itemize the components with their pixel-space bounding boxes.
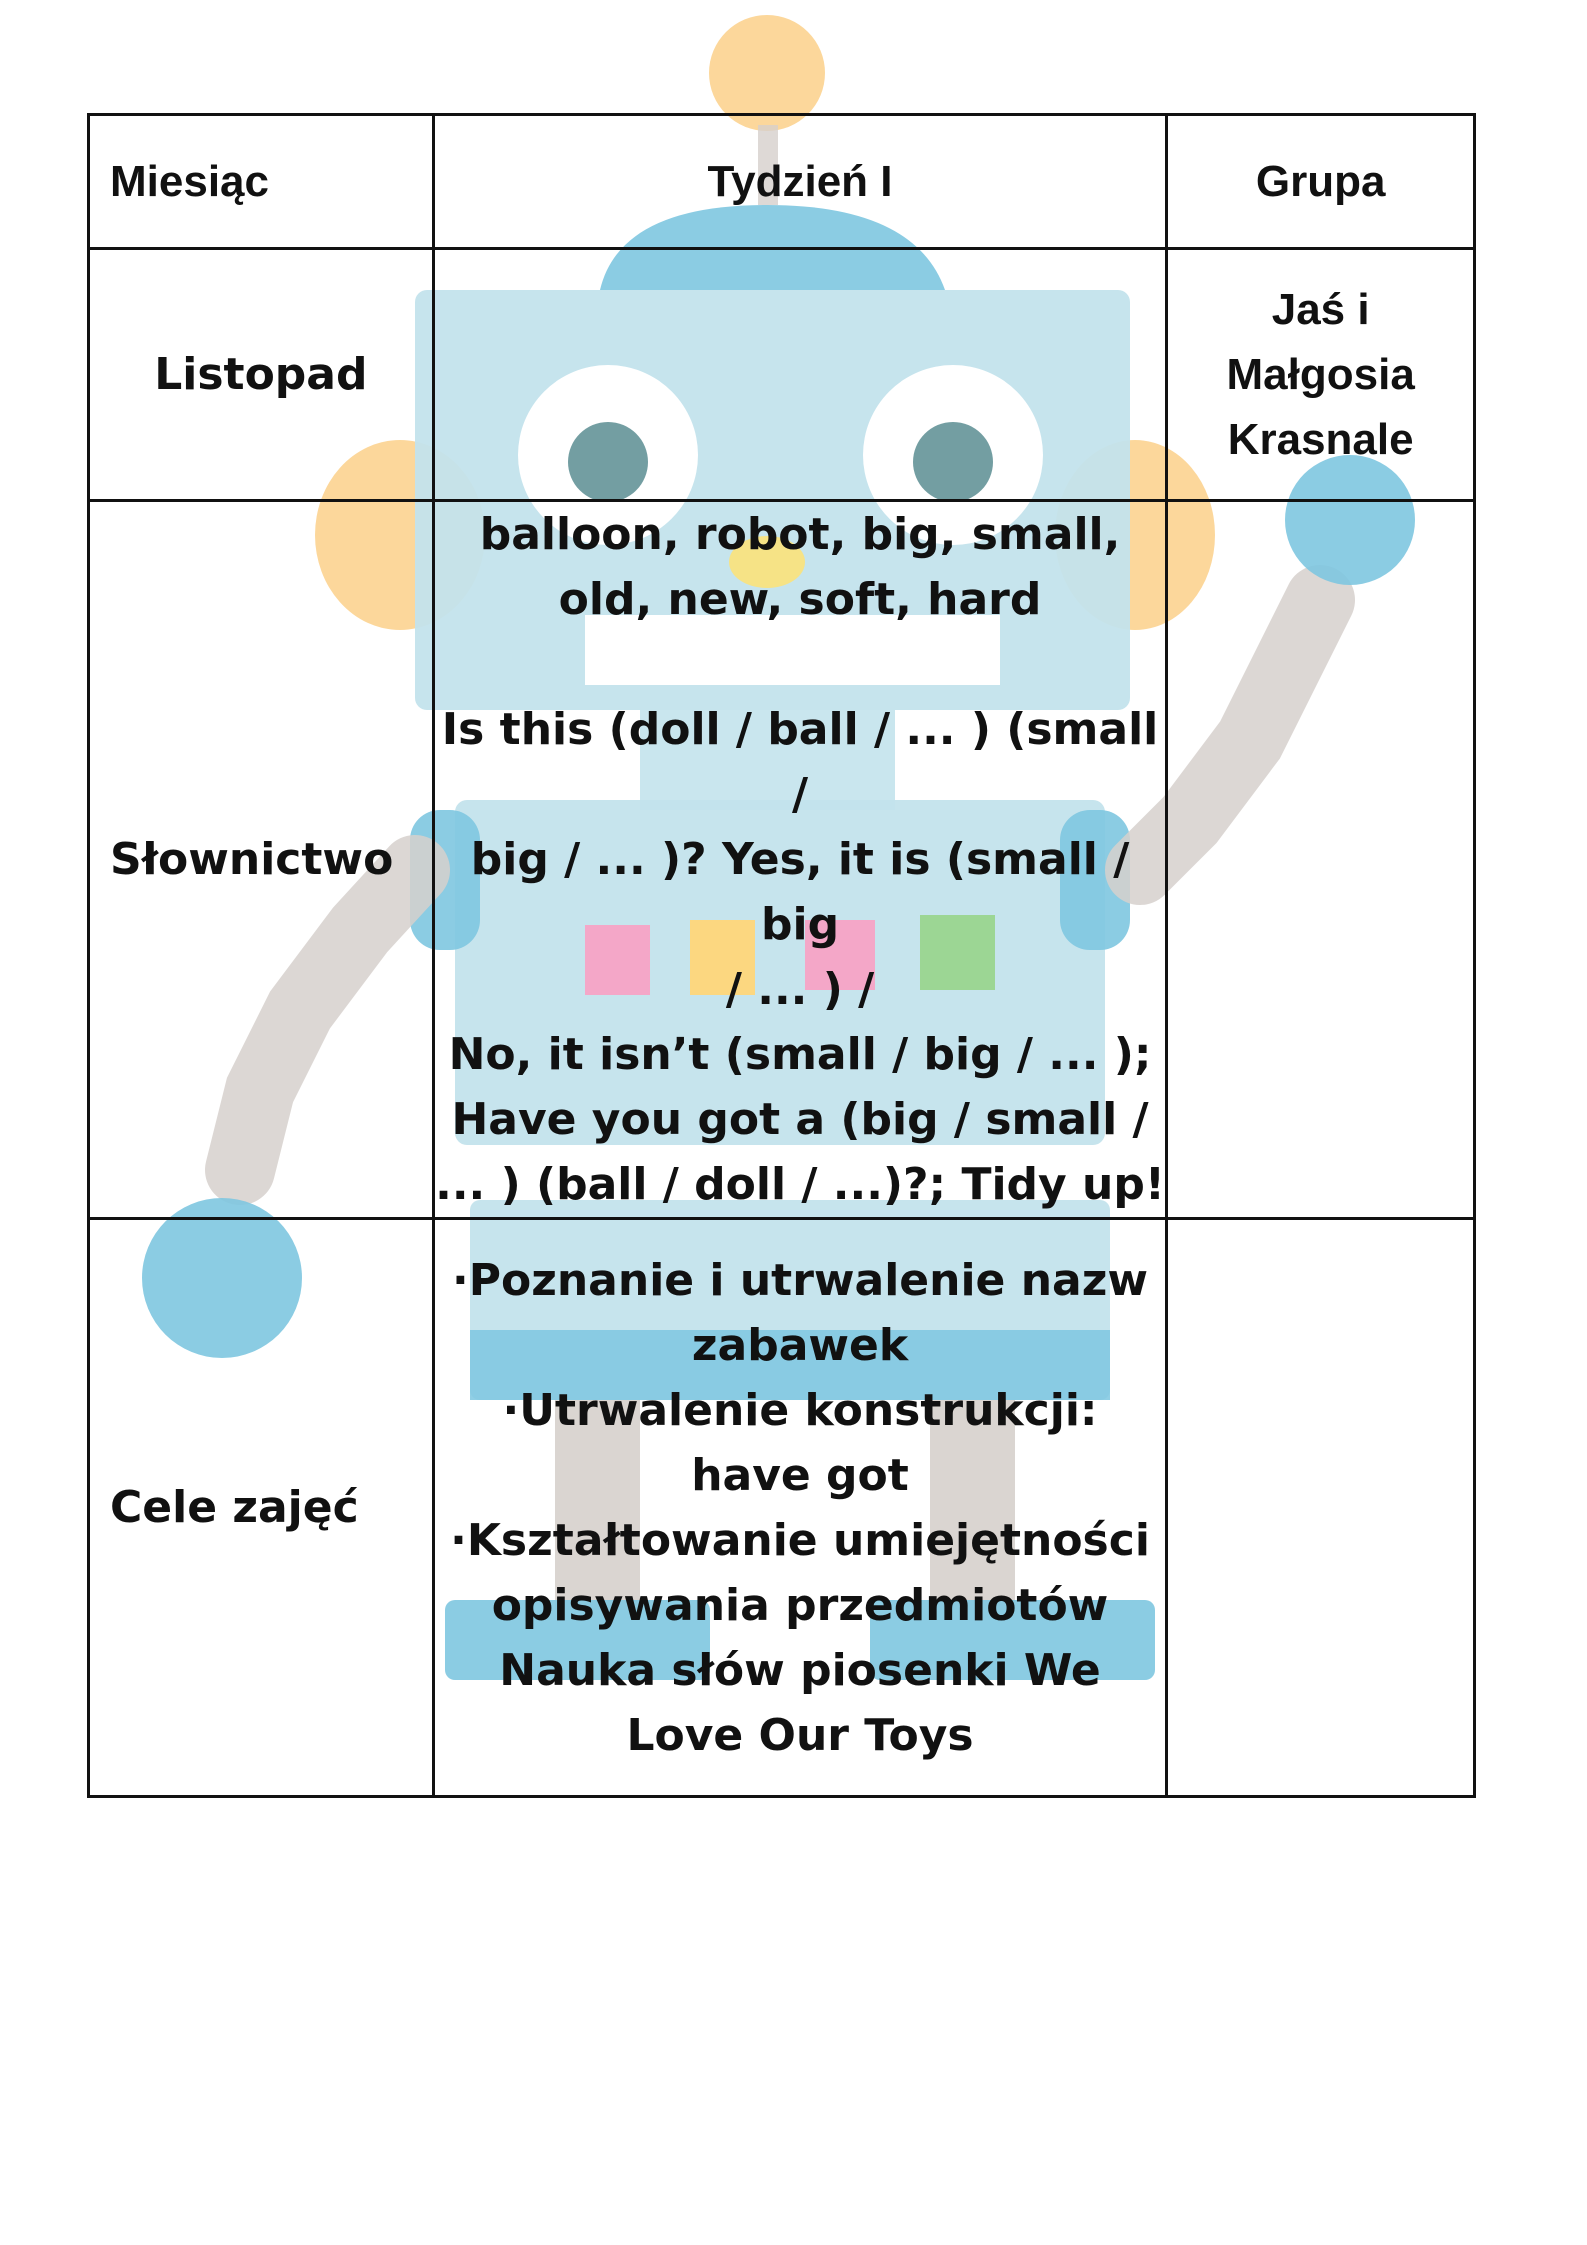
month-value: Listopad [154, 349, 368, 400]
vocab-words-line: old, new, soft, hard [558, 574, 1042, 625]
goals-line: zabawek [691, 1319, 909, 1371]
vocab-words-line: balloon, robot, big, small, [479, 509, 1121, 560]
header-row [89, 115, 1475, 249]
goals-line: ·Poznanie i utrwalenie nazw [452, 1254, 1148, 1306]
goals-content [433, 1219, 1167, 1797]
week-header: Tydzień I [433, 115, 1167, 249]
month-empty-cell [433, 249, 1167, 501]
group-header: Grupa [1167, 115, 1475, 249]
vocab-phrase-line: / ... ) / [725, 964, 875, 1015]
vocab-empty-cell [1167, 501, 1475, 1219]
month-row [89, 249, 1475, 501]
goals-line: Love Our Toys [626, 1709, 974, 1761]
vocab-phrase-line: big / ... )? Yes, it is (small / big [470, 834, 1130, 950]
group-line: Krasnale [1227, 415, 1414, 464]
goals-line: ·Utrwalenie konstrukcji: [502, 1384, 1098, 1436]
goals-label: Cele zajęć [89, 1219, 434, 1797]
group-cell [1167, 249, 1475, 501]
goals-line: have got [691, 1449, 909, 1501]
vocab-phrase-line: Have you got a (big / small / [451, 1094, 1149, 1145]
vocab-phrase-line: ... ) (ball / doll / ...)?; Tidy up! [435, 1159, 1165, 1210]
goals-line: ·Kształtowanie umiejętności [450, 1514, 1150, 1566]
lesson-plan-table [87, 113, 1476, 1798]
goals-line: Nauka słów piosenki We [499, 1644, 1101, 1696]
group-line: Jaś i [1271, 285, 1370, 334]
vocab-row [89, 501, 1475, 1219]
vocab-phrase-line: Is this (doll / ball / ... ) (small / [441, 704, 1159, 820]
vocab-phrase-line: No, it isn’t (small / big / ... ); [448, 1029, 1152, 1080]
month-header: Miesiąc [89, 115, 434, 249]
vocab-content [433, 501, 1167, 1219]
goals-line: opisywania przedmiotów [491, 1579, 1109, 1631]
vocab-gap [435, 632, 1166, 697]
month-cell [89, 249, 434, 501]
goals-empty-cell [1167, 1219, 1475, 1797]
vocab-label: Słownictwo [89, 501, 434, 1219]
group-line: Małgosia [1226, 350, 1415, 399]
goals-row [89, 1219, 1475, 1797]
